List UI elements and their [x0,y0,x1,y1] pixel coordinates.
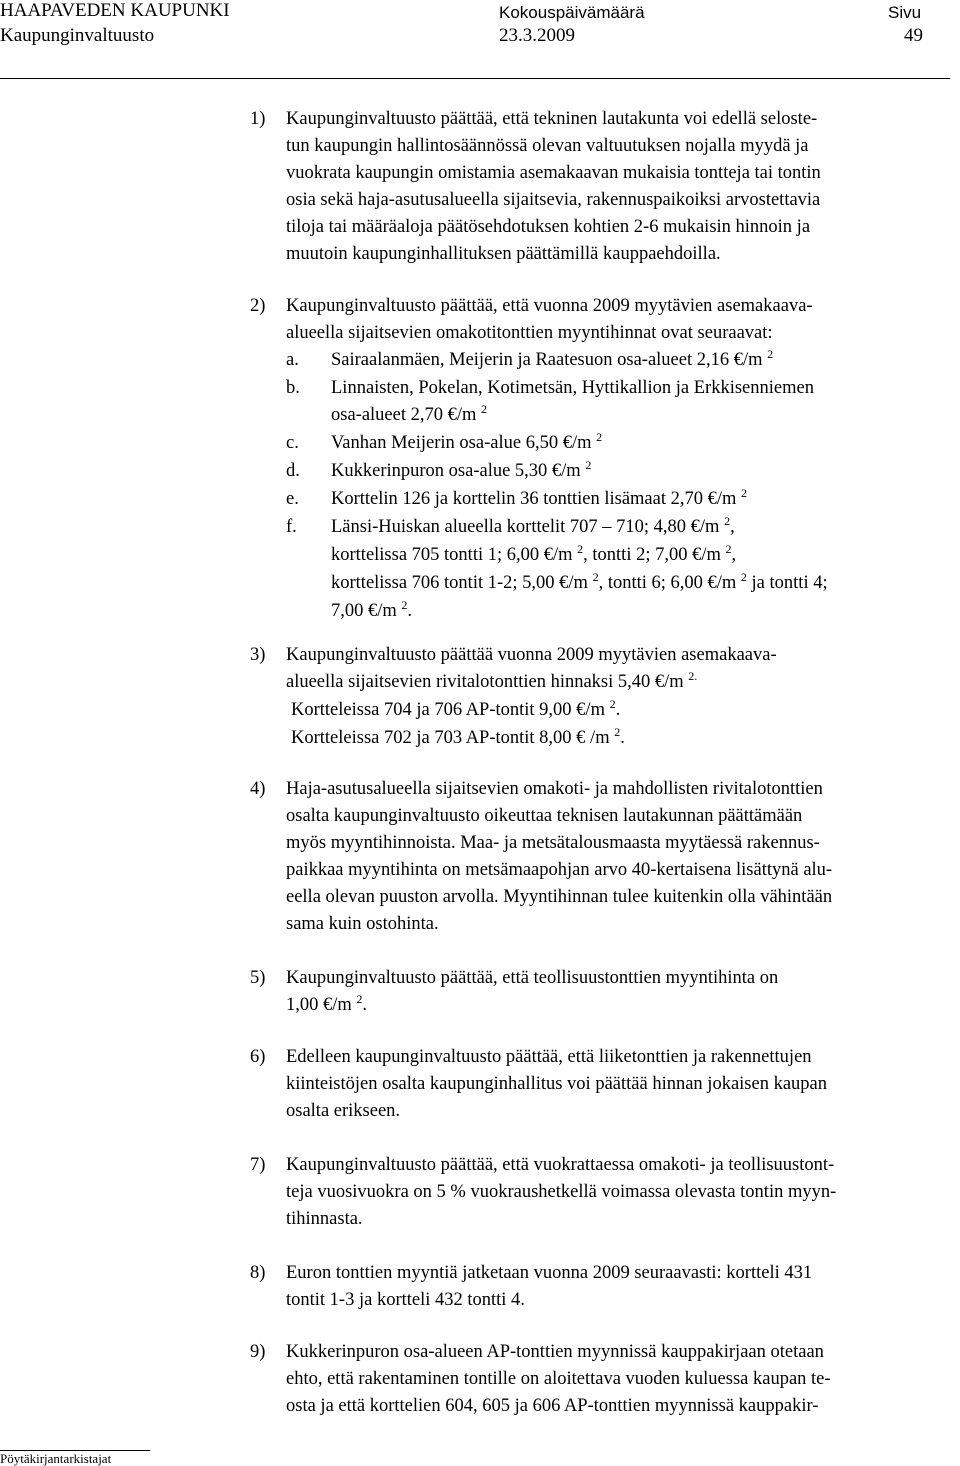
item-number: 1) [250,109,266,129]
item-number: 9) [250,1342,266,1362]
item-line: alueella sijaitsevien rivitalotonttien hinnaksi 5,40 €/m [286,672,684,692]
decision-item-3 [250,642,928,753]
item-number: 5) [250,968,266,988]
item-line: Kaupunginvaltuusto päättää vuonna 2009 myytävien asemakaava- [286,645,777,665]
item-line: Kaupunginvaltuusto päättää, että tekninen lautakunta voi edellä seloste- [286,109,818,129]
item-line: tontit 1-3 ja kortteli 432 tontti 4. [286,1290,525,1310]
superscript: 2 [725,542,732,556]
price-subitem-c [286,430,928,458]
item-line: sama kuin ostohinta. [286,914,439,934]
superscript: 2. [688,669,698,683]
superscript: 2 [592,570,599,584]
subitem-line: Länsi-Huiskan alueella korttelit 707 – 710; 4,80 €/m [331,517,720,537]
body-name: Kaupunginvaltuusto [0,25,155,46]
item-line: Edelleen kaupunginvaltuusto päättää, että liiketonttien ja rakennettujen [286,1047,812,1067]
item-line: paikkaa myyntihinta on metsämaapohjan arvo 40-kertaisena lisättynä alu- [286,860,833,880]
subitem-line: Sairaalanmäen, Meijerin ja Raatesuon osa-alueet 2,16 €/m [331,350,763,370]
item-line: myös myyntihinnoista. Maa- ja metsätalousmaasta myytäessä rakennus- [286,833,820,853]
superscript: 2 [356,992,363,1006]
superscript: 2 [609,697,616,711]
subitem-line: 7,00 €/m [331,601,397,621]
item-line: Kortteleissa 704 ja 706 AP-tontit 9,00 €/m [291,700,605,720]
header-rule [0,78,950,79]
superscript: 2 [614,725,621,739]
superscript: 2 [577,542,584,556]
decision-item-5 [250,965,928,1020]
superscript: 2 [481,402,488,416]
subitem-line: Korttelin 126 ja korttelin 36 tonttien lisämaat 2,70 €/m [331,489,737,509]
item-line: muutoin kaupunginhallituksen päättämillä kauppaehdoilla. [286,244,721,264]
punctuation: , [730,517,735,537]
price-subitem-d [286,458,928,486]
item-line: osalta kaupunginvaltuusto oikeuttaa teknisen lautakunnan päättämään [286,806,803,826]
item-line: osalta erikseen. [286,1101,401,1121]
org-name: HAAPAVEDEN KAUPUNKI [0,0,230,21]
price-subitem-e [286,486,928,514]
item-line: tiloja tai määräaloja päätösehdotuksen kohtien 2-6 mukaisin hinnoin ja [286,217,811,237]
price-subitem-a [286,347,928,375]
subitem-line: korttelissa 706 tontit 1-2; 5,00 €/m [331,573,588,593]
item-line: kiinteistöjen osalta kaupunginhallitus voi päättää hinnan jokaisen kaupan [286,1074,827,1094]
price-subitem-b [286,375,928,430]
subitem-fragment: , tontti 6; 6,00 €/m [598,573,737,593]
decision-item-9 [250,1339,928,1420]
item-line: eella olevan puuston arvolla. Myyntihinnan tulee kuitenkin olla vähintään [286,887,833,907]
item-line: Kaupunginvaltuusto päättää, että teollisuustonttien myyntihinta on [286,968,779,988]
decision-item-1 [250,106,928,268]
punctuation: . [362,995,368,1015]
superscript: 2 [401,598,408,612]
subitem-line: Kukkerinpuron osa-alue 5,30 €/m [331,461,581,481]
superscript: 2 [585,458,592,472]
item-line: osta ja että korttelien 604, 605 ja 606 AP-tonttien myynnissä kauppakir- [286,1396,819,1416]
decision-item-2 [250,293,928,626]
meeting-date: 23.3.2009 [499,25,575,46]
subitem-letter: c. [286,433,299,453]
item-line: Kaupunginvaltuusto päättää, että vuonna 2009 myytävien asemakaava- [286,296,813,316]
decision-item-7 [250,1152,928,1233]
page-number: 49 [904,25,923,46]
price-subitem-f [286,514,928,626]
item-line: tihinnasta. [286,1209,363,1229]
decision-item-4 [250,776,928,938]
superscript: 2 [724,514,731,528]
superscript: 2 [596,430,603,444]
subitem-letter: e. [286,489,299,509]
subitem-letter: f. [286,517,297,537]
subitem-line: Linnaisten, Pokelan, Kotimetsän, Hyttikallion ja Erkkisenniemen [331,378,814,398]
item-line: Euron tonttien myyntiä jatketaan vuonna 2009 seuraavasti: kortteli 431 [286,1263,813,1283]
date-label: Kokouspäivämäärä [499,3,645,22]
punctuation: , [731,545,737,565]
item-line: Kortteleissa 702 ja 703 AP-tontit 8,00 € /m [291,728,610,748]
punctuation: . [615,700,621,720]
subitem-line: osa-alueet 2,70 €/m [331,405,477,425]
item-number: 2) [250,296,266,316]
subitem-letter: a. [286,350,299,370]
subitem-letter: d. [286,461,300,481]
superscript: 2 [741,486,748,500]
item-line: Kukkerinpuron osa-alueen AP-tonttien myynnissä kauppakirjaan otetaan [286,1342,824,1362]
footer-label: Pöytäkirjantarkistajat [0,1451,112,1466]
subitem-letter: b. [286,378,300,398]
punctuation: . [620,728,625,748]
item-number: 6) [250,1047,266,1067]
subitem-fragment: , tontti 2; 7,00 €/m [583,545,721,565]
decision-item-8 [250,1260,928,1314]
item-line: osia sekä haja-asutusalueella sijaitsevia, rakennuspaikoiksi arvostettavia [286,190,821,210]
item-line: ehto, että rakentaminen tontille on aloitettava vuoden kuluessa kaupan te- [286,1369,831,1389]
item-line: vuokrata kaupungin omistamia asemakaavan mukaisia tontteja tai tontin [286,163,821,183]
superscript: 2 [740,570,747,584]
item-number: 3) [250,645,266,665]
item-line: Kaupunginvaltuusto päättää, että vuokrattaessa omakoti- ja teollisuustont- [286,1155,835,1175]
item-number: 7) [250,1155,266,1175]
subitem-fragment: ja tontti 4; [746,573,828,593]
page-label: Sivu [888,3,922,22]
subitem-line: Vanhan Meijerin osa-alue 6,50 €/m [331,433,592,453]
superscript: 2 [767,347,774,361]
item-line: teja vuosivuokra on 5 % vuokraushetkellä voimassa olevasta tontin myyn- [286,1182,837,1202]
item-line: 1,00 €/m [286,995,352,1015]
item-line: tun kaupungin hallintosäännössä olevan valtuutuksen nojalla myydä ja [286,136,809,156]
item-number: 4) [250,779,266,799]
decision-item-6 [250,1044,928,1125]
punctuation: . [407,601,413,621]
subitem-line: korttelissa 705 tontti 1; 6,00 €/m [331,545,573,565]
item-line: Haja-asutusalueella sijaitsevien omakoti- ja mahdollisten rivitalotonttien [286,779,823,799]
item-line: alueella sijaitsevien omakotitonttien myyntihinnat ovat seuraavat: [286,323,773,343]
item-number: 8) [250,1263,266,1283]
